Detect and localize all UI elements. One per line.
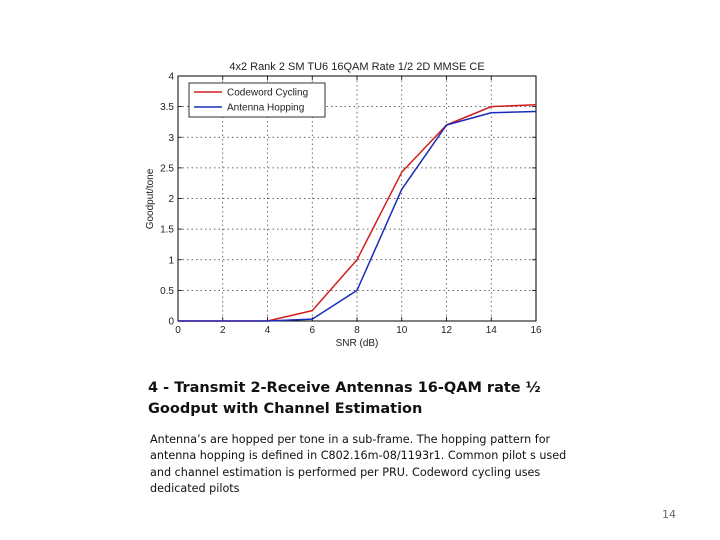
legend-label-codeword-cycling: Codeword Cycling (227, 87, 309, 99)
y-tick-label: 0.5 (160, 285, 174, 297)
y-axis-label: Goodput/tone (145, 168, 156, 230)
x-tick-label: 12 (440, 325, 453, 336)
y-tick-label: 3.5 (160, 102, 174, 114)
x-tick-label: 0 (175, 325, 181, 336)
x-tick-label: 14 (485, 325, 497, 336)
x-tick-label: 10 (396, 325, 408, 336)
x-tick-label: 2 (219, 325, 226, 336)
x-tick-label: 6 (309, 325, 316, 336)
caption-title (148, 378, 668, 420)
caption-title-line-2: Goodput with Channel Estimation (148, 401, 423, 417)
y-tick-label: 1.5 (160, 224, 174, 236)
legend-label-antenna-hopping: Antenna Hopping (227, 102, 305, 114)
x-tick-label: 4 (264, 325, 271, 336)
legend (189, 83, 325, 117)
x-axis-label: SNR (dB) (335, 338, 379, 349)
y-tick-label: 3 (168, 132, 174, 144)
x-tick-label: 16 (530, 325, 542, 336)
y-tick-label: 1 (168, 255, 174, 267)
y-tick-label: 4 (168, 71, 174, 83)
y-tick-label: 2 (168, 194, 174, 205)
page-number: 14 (662, 508, 676, 521)
y-tick-label: 0 (168, 316, 174, 328)
caption-title-line-1: 4 - Transmit 2-Receive Antennas 16-QAM rate ½ (148, 380, 541, 396)
y-tick-label: 2.5 (160, 163, 174, 175)
chart-title: 4x2 Rank 2 SM TU6 16QAM Rate 1/2 2D MMSE CE (229, 61, 485, 73)
caption-body: Antenna’s are hopped per tone in a sub-frame. The hopping pattern for antenna hopping is defined in C802.16m-08/1193r1. Common pilot s used and channel estimation is performed per PRU. Codeword cycling uses dedicated pilots (150, 433, 567, 495)
x-tick-label: 8 (354, 325, 360, 336)
